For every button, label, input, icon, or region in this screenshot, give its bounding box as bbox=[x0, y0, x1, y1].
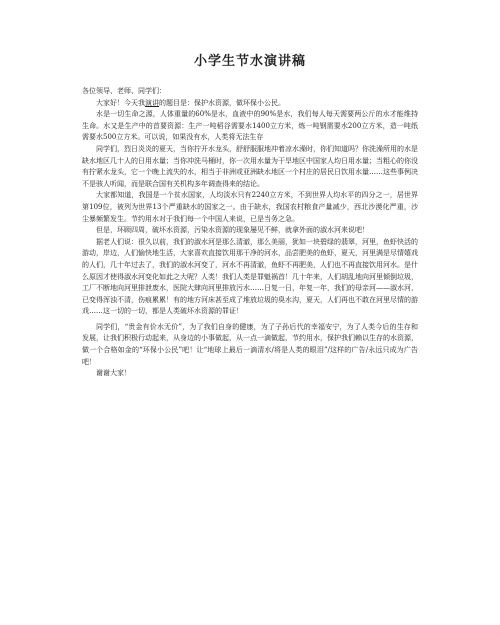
intro-text-start: 大家好！今天我 bbox=[96, 98, 145, 107]
closing-thanks: 谢谢大家！ bbox=[96, 369, 131, 378]
salutation: 各位领导、老师、同学们： bbox=[82, 87, 166, 95]
speech-body bbox=[82, 86, 418, 380]
paragraph-pollution-intro: 但是，环顾四周，破坏水资源，污染水资源的现象屡见不鲜，就拿外面的淑水河来说吧！ bbox=[96, 226, 369, 235]
paragraph-intro bbox=[82, 98, 418, 110]
paragraph-water-importance: 水是一切生命之源，人体重量的60%是水，血液中的90%是水，我们每人每天需要两公斤的水才能维持生命。水又是生产中的首要资源：生产一吨稻谷需要水1400立方米，炼一吨钢需要水200立方米，造一吨纸需要水500立方米。可以说，如果没有水，人类将无法生存 bbox=[82, 110, 418, 142]
paragraph-river-story: 据老人们说：很久以前，我们的淑水河是那么清澈，那么美丽，犹如一块碧绿的翡翠，河里，鱼虾快活的游动，岸边，人们愉快地生活，大家喜欢直接饮用那干净的河水，品尝肥美的鱼虾，夏天，河里满是尽情嬉戏的人们，几十年过去了，我们的淑水河变了，河水不再清澈，鱼虾不再肥美，人们也不再直接饮用河水。是什么原因才使得淑水河变化如此之大呢？人类！我们人类是罪魁祸首！几十年来，人们胡乱地向河里倾倒垃圾，工厂不断地向河里排泄废水，医院大肆向河里排放污水……日复一日，年复一年，我们的母亲河——淑水河，已变得浑浊不清，伤痕累累！有的地方河床甚至成了堆放垃圾的臭水沟，夏天，人们再也不敢在河里尽情的游戏……这一切的一切，都是人类破坏水资源的罪证！ bbox=[82, 237, 418, 316]
speech-link[interactable]: 演讲 bbox=[145, 98, 159, 107]
paragraph-call-to-action: 同学们，“贵金有价水无价”，为了我们自身的健康，为了子孙后代的幸福安宁，为了人类今后的生存和发展，让我们积极行动起来，从身边的小事做起，从一点一滴做起，节约用水，保护我们赖以生存的水资源，做一个合格如金的“环保小公民”吧！让“地球上最后一滴清水/将是人类的眼泪”/这样的广告/永远只成为广告吧！ bbox=[82, 322, 418, 366]
paragraph-daily-waste: 同学们，烈日炎炎的夏天，当你拧开水龙头，舒舒服服地冲着凉水澡时，你们知道吗？你洗澡所用的水是缺水地区几十人的日用水量；当你冲洗马桶时，你一次用水量为干旱地区中国家人均日用水量；当粗心的你没有拧紧水龙头，它一个晚上流失的水，相当于非洲或亚洲缺水地区一个村庄的居民日饮用水量……这些事例决不是骇人听闻，而是联合国有关机构多年调查得来的结论。 bbox=[82, 144, 418, 188]
paragraph-water-shortage: 大家都知道，我国是一个贫水国家，人均淡水只有2240立方米，不到世界人均水平的四分之一，居世界第109位，被列为世界13个严重缺水的国家之一。由于缺水，我国农村粮食产量减少，西北沙漠化严重，沙尘暴频繁发生。节约用水对于我们每一个中国人来说，已是当务之急。 bbox=[82, 191, 418, 223]
document-title: 小学生节水演讲稿 bbox=[193, 54, 306, 69]
intro-text-end: 的题目是：保护水资源，做环保小公民。 bbox=[159, 98, 285, 107]
